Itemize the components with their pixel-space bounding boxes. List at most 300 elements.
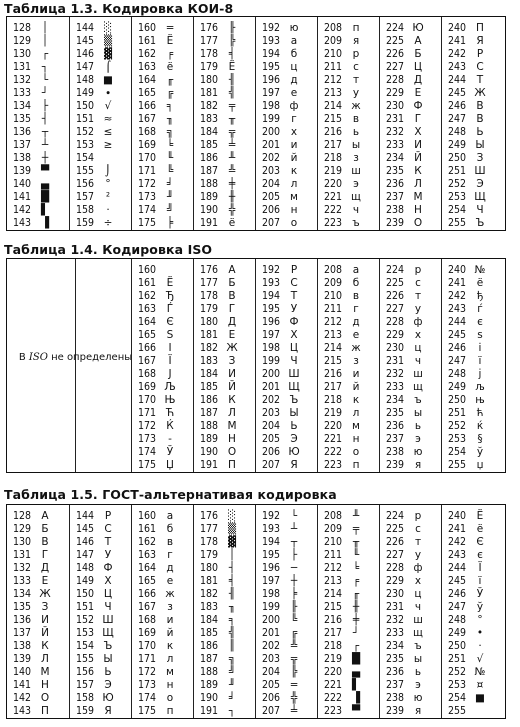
code-number: 190 [199,204,218,216]
code-number: 240 [447,264,466,276]
code-character: Ё [476,510,484,522]
code-number: 196 [261,74,280,86]
code-character: ц [414,342,422,354]
code-number: 186 [199,640,218,652]
code-character: ⌡ [105,165,111,177]
code-character: п [352,22,360,34]
code-number: 249 [447,381,466,393]
code-number: 207 [261,705,280,717]
code-number: 245 [447,87,466,99]
code-character: й [166,627,174,639]
code-character: · [478,640,482,652]
code-character: Щ [102,627,114,639]
code-character: В [41,536,49,548]
code-character: Р [290,264,298,276]
code-number: 187 [199,165,218,177]
code-number: 222 [323,446,342,458]
code-number: 144 [75,22,94,34]
code-number: 203 [261,407,280,419]
code-number: 167 [137,601,156,613]
code-character: Є [476,536,484,548]
code-number: 181 [199,87,218,99]
code-character: е [290,87,298,99]
code-character: ≥ [103,139,113,151]
code-number: 241 [447,523,466,535]
code-number: 153 [75,627,94,639]
code-character: │ [228,549,236,561]
code-number: 209 [323,277,342,289]
code-number: 192 [261,510,280,522]
code-character: ь [414,420,422,432]
code-character: Ф [103,562,113,574]
code-number: 182 [199,342,218,354]
code-number: 254 [447,446,466,458]
code-character: ┼ [41,152,49,164]
code-number: 245 [447,575,466,587]
code-number: 250 [447,152,466,164]
code-character: З [476,152,484,164]
code-number: 218 [323,152,342,164]
code-number: 214 [323,342,342,354]
code-number: 196 [261,316,280,328]
code-number: 151 [75,601,94,613]
code-number: 188 [199,178,218,190]
code-number: 248 [447,368,466,380]
code-number: 202 [261,640,280,652]
code-character: с [415,523,421,535]
code-number: 223 [323,459,342,471]
code-number: 145 [75,523,94,535]
code-character: П [476,22,484,34]
code-character: п [352,459,360,471]
code-number: 187 [199,653,218,665]
code-number: 174 [137,446,156,458]
code-character: • [476,627,484,639]
code-character: н [290,204,298,216]
code-character: Э [290,433,298,445]
code-number: 239 [385,705,404,717]
code-number: 139 [12,165,31,177]
code-number: 189 [199,433,218,445]
code-number: 230 [385,588,404,600]
code-number: 224 [385,510,404,522]
code-number: 228 [385,562,404,574]
code-number: 218 [323,640,342,652]
code-character: г [353,303,359,315]
code-number: 227 [385,303,404,315]
code-character: ∙ [104,87,112,99]
code-number: 165 [137,87,156,99]
code-character: Ч [104,601,112,613]
code-number: 240 [447,510,466,522]
code-character: в [166,536,174,548]
koi8-code-row [70,215,132,231]
code-number: 241 [447,277,466,289]
code-character: д [290,74,298,86]
code-number: 200 [261,126,280,138]
code-character: ╘ [352,562,360,574]
koi8-code-row [194,215,256,231]
code-number: 131 [12,61,31,73]
code-character: ╟ [290,601,298,613]
code-number: 217 [323,139,342,151]
code-character: Х [290,329,298,341]
code-number: 237 [385,191,404,203]
code-number: 130 [12,536,31,548]
code-number: 162 [137,290,156,302]
code-character: П [41,705,49,717]
code-number: 176 [199,510,218,522]
code-number: 149 [75,575,94,587]
code-number: 246 [447,100,466,112]
code-character: ч [414,601,422,613]
code-character: ╛ [166,178,174,190]
code-number: 182 [199,588,218,600]
code-character: ╣ [228,87,236,99]
code-character: ┬ [290,536,298,548]
iso-column [131,259,194,472]
code-number: 152 [75,126,94,138]
code-number: 215 [323,355,342,367]
code-number: 245 [447,329,466,341]
code-character: ┘ [41,87,49,99]
code-character: ф [289,100,299,112]
code-number: 141 [12,679,31,691]
code-character: ┐ [228,705,236,717]
code-number: 197 [261,329,280,341]
gost-column [317,505,380,718]
code-character: ╬ [228,204,236,216]
code-character: ф [413,562,423,574]
code-number: 237 [385,679,404,691]
code-number: 243 [447,303,466,315]
code-number: 217 [323,381,342,393]
code-number: 241 [447,35,466,47]
code-number: 201 [261,139,280,151]
code-character: ы [413,653,423,665]
code-number: 243 [447,549,466,561]
code-number: 229 [385,575,404,587]
code-number: 208 [323,264,342,276]
code-number: 177 [199,35,218,47]
code-character: м [352,420,360,432]
code-character: К [41,640,49,652]
code-character: ┴ [290,523,298,535]
code-number: 198 [261,588,280,600]
code-character: О [227,446,237,458]
code-character: ╦ [290,653,298,665]
code-character: А [41,510,49,522]
iso-code-row [380,457,442,473]
code-character: ╨ [228,152,236,164]
code-number: 206 [261,446,280,458]
code-number: 184 [199,614,218,626]
code-character: ╡ [228,48,236,60]
code-number: 168 [137,614,156,626]
koi8-column [317,17,380,230]
code-number: 159 [75,705,94,717]
code-character: Я [476,35,484,47]
code-number: 140 [12,178,31,190]
code-number: 194 [261,48,280,60]
code-character: ѓ [477,303,483,315]
code-character: ╨ [352,510,360,522]
koi8-code-row [318,215,380,231]
code-number: 221 [323,679,342,691]
code-number: 197 [261,87,280,99]
koi8-column [131,17,194,230]
code-number: 160 [137,264,156,276]
code-number: 130 [12,48,31,60]
code-character: Р [476,48,484,60]
gost-column [255,505,318,718]
code-character: в [352,113,360,125]
iso-note-emphasis: ISO [28,352,48,363]
code-number: 198 [261,100,280,112]
code-character: ћ [476,407,484,419]
code-character: Ќ [166,420,174,432]
code-number: 152 [75,614,94,626]
code-number: 179 [199,549,218,561]
code-character: ╔ [290,627,298,639]
code-number: 133 [12,575,31,587]
code-number: 156 [75,666,94,678]
code-number: 156 [75,178,94,190]
code-character: ═ [166,22,174,34]
code-number: 238 [385,204,404,216]
code-number: 226 [385,48,404,60]
code-character: ч [414,355,422,367]
code-number: 213 [323,575,342,587]
code-number: 189 [199,679,218,691]
code-character: к [166,640,174,652]
code-character: ▐ [40,217,50,229]
koi8-code-row [7,215,69,231]
gost-code-row [132,703,194,719]
code-number: 146 [75,536,94,548]
code-character: ┘ [352,627,360,639]
code-character: ╪ [228,178,236,190]
code-number: 235 [385,407,404,419]
code-number: 192 [261,264,280,276]
code-number: 215 [323,601,342,613]
code-character: з [353,152,359,164]
code-number: 131 [12,549,31,561]
code-number: 223 [323,217,342,229]
code-number: 213 [323,329,342,341]
iso-column [379,259,442,472]
code-number: 236 [385,178,404,190]
code-number: 172 [137,666,156,678]
code-character: ° [477,614,483,626]
code-character: х [290,126,298,138]
code-character: Т [290,290,298,302]
code-character: ┤ [41,113,49,125]
code-character: ы [351,139,361,151]
code-character: Ъ [103,640,113,652]
code-character: у [414,303,422,315]
code-number: 232 [385,126,404,138]
code-number: 223 [323,705,342,717]
code-number: 252 [447,420,466,432]
code-number: 164 [137,316,156,328]
code-number: 179 [199,303,218,315]
koi8-column [441,17,504,230]
code-character: й [290,152,298,164]
code-character: х [414,329,422,341]
code-character: Д [227,316,237,328]
code-number: 190 [199,446,218,458]
code-number: 204 [261,178,280,190]
code-number: 183 [199,113,218,125]
code-number: 136 [12,126,31,138]
code-character: И [41,614,49,626]
code-character: ╢ [228,74,236,86]
code-number: 135 [12,113,31,125]
code-character: ╟ [228,22,236,34]
code-number: 244 [447,562,466,574]
code-number: 161 [137,35,156,47]
code-character: Е [414,87,422,99]
code-number: 251 [447,407,466,419]
code-character: Ё [166,277,174,289]
code-number: 224 [385,264,404,276]
code-number: 155 [75,165,94,177]
code-character: Ж [226,342,238,354]
code-character: ▌ [351,679,361,691]
code-character: █ [40,191,50,203]
code-character: ч [352,204,360,216]
code-number: 189 [199,191,218,203]
code-number: 176 [199,22,218,34]
code-number: 142 [12,204,31,216]
code-number: 232 [385,368,404,380]
code-number: 216 [323,614,342,626]
code-number: 193 [261,35,280,47]
code-character: р [414,264,422,276]
code-number: 247 [447,601,466,613]
code-number: 242 [447,536,466,548]
code-character: и [166,614,174,626]
gost-code-row [70,703,132,719]
code-number: 251 [447,653,466,665]
code-character: ╬ [290,692,298,704]
code-character: б [290,48,298,60]
code-character: Е [228,329,236,341]
code-number: 231 [385,113,404,125]
code-character: ▀ [351,705,361,717]
code-character: Ђ [165,290,175,302]
code-character: т [414,290,422,302]
code-number: 244 [447,74,466,86]
koi8-table [6,16,506,231]
code-character: ќ [476,420,484,432]
code-number: 186 [199,394,218,406]
code-character: ■ [103,74,113,86]
code-number: 186 [199,152,218,164]
code-character: Г [414,113,422,125]
koi8-column [7,17,69,230]
code-character: З [41,601,49,613]
code-character: ╫ [352,601,360,613]
code-number: 226 [385,536,404,548]
gost-column [441,505,504,718]
code-character: ╝ [166,204,174,216]
code-character: Х [414,126,422,138]
code-number: 162 [137,536,156,548]
code-number: 201 [261,381,280,393]
code-number: 166 [137,342,156,354]
code-number: 193 [261,277,280,289]
code-number: 177 [199,277,218,289]
code-character: √ [476,653,484,665]
code-number: 164 [137,562,156,574]
code-character: Ш [288,368,300,380]
code-character: ю [413,446,423,458]
code-number: 230 [385,100,404,112]
code-character: ╔ [166,87,174,99]
code-number: 185 [199,627,218,639]
code-character: ═ [290,679,298,691]
code-character: э [415,433,421,445]
iso-column [255,259,318,472]
gost-column [69,505,132,718]
code-character: Ю [412,22,424,34]
gost-code-row [7,703,69,719]
code-character: ▐ [351,692,361,704]
code-character: ÷ [103,217,113,229]
code-character: ╛ [228,692,236,704]
code-character: ▀ [40,165,50,177]
code-character: у [414,549,422,561]
code-number: 247 [447,113,466,125]
code-character: А [228,264,236,276]
code-character: ь [352,126,360,138]
code-character: Р [104,510,112,522]
code-number: 251 [447,165,466,177]
code-character: ╓ [166,74,174,86]
code-character: ▒ [227,523,237,535]
code-character: Э [476,178,484,190]
code-character: Њ [164,394,176,406]
code-number: 134 [12,588,31,600]
code-character: Ѓ [166,303,174,315]
code-number: 224 [385,22,404,34]
code-number: 162 [137,48,156,60]
code-number: 161 [137,523,156,535]
code-character: ў [476,601,484,613]
code-number: 170 [137,152,156,164]
code-number: 183 [199,601,218,613]
code-character: о [290,217,298,229]
code-character: ╤ [228,100,236,112]
code-character: О [413,217,423,229]
code-character: ² [105,191,111,203]
code-number: 199 [261,355,280,367]
code-character: Ю [288,446,300,458]
code-character: ╡ [228,575,236,587]
code-character: Ц [103,588,113,600]
code-character: ╖ [166,113,174,125]
code-character: ъ [414,394,422,406]
code-character: ╫ [228,191,236,203]
code-character: г [167,549,173,561]
code-character: Л [41,653,49,665]
code-character: Н [414,204,422,216]
iso-note-prefix: В [18,352,29,363]
code-character: Й [414,152,422,164]
code-character: з [167,601,173,613]
